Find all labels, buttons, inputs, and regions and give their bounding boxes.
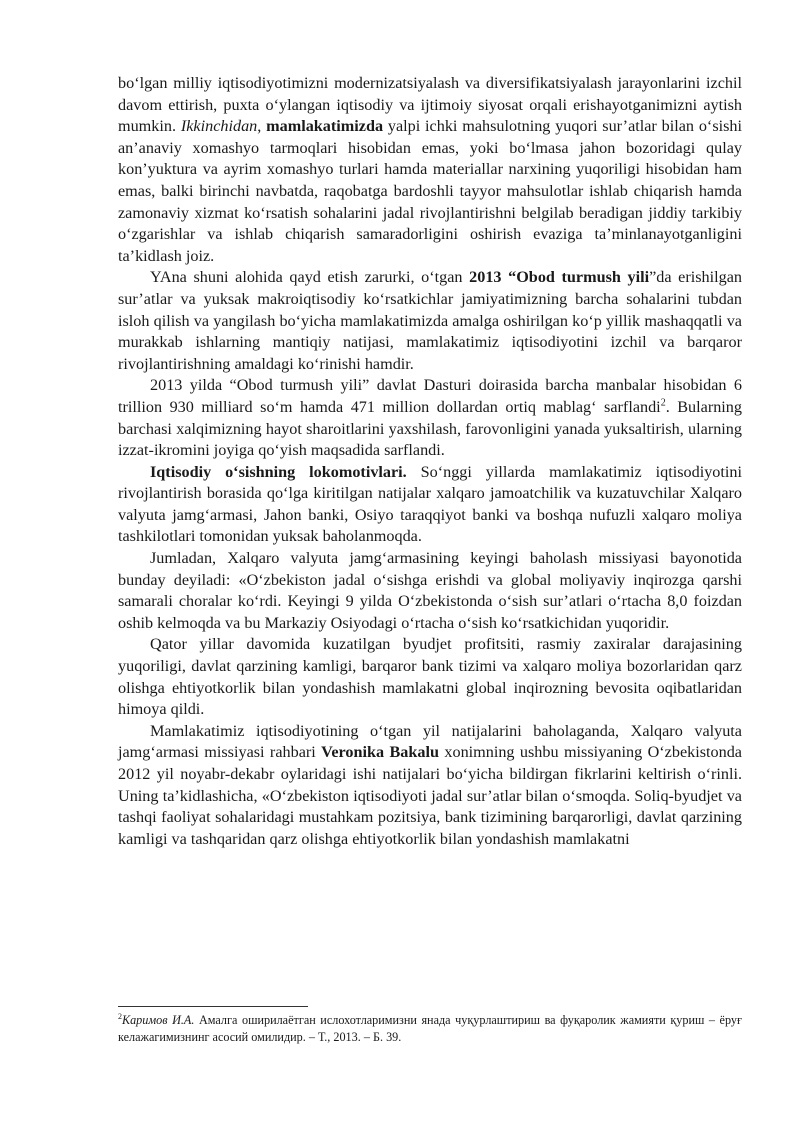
text-run: mamlakatimizda bbox=[266, 117, 384, 136]
text-run: Qator yillar davomida kuzatilgan byudjet profitsiti, rasmiy zaxiralar darajasining yuqoriligi, davlat qarzining kamligi, barqaror bank tizimi va xalqaro moliya bozorlaridan qarz olishga ehtiyotkorlik bilan yondashish mamlakatni global inqirozning bevosita oqibatlaridan himoya qildi. bbox=[118, 635, 742, 719]
text-run: bo‘lgan milliy iqtisodiyotimizni modernizatsiyalash va diversifikatsiyalash jarayonlarini izchil davom ettirish, puxta o‘ylangan iqtisodiy va ijtimoiy siyosat orqali erishayotganimizni aytish mumkin. bbox=[118, 74, 742, 136]
text-run: Ikkinchidan bbox=[180, 117, 258, 136]
footnote-ref: 2 bbox=[660, 397, 666, 409]
footnote-separator bbox=[118, 1006, 308, 1007]
text-run: Iqtisodiy o‘sishning lokomotivlari. bbox=[150, 462, 407, 481]
paragraph bbox=[118, 73, 742, 267]
text-run: Амалга оширилаётган ислохотларимизни янада чуқурлаштириш ва фуқаролик жамияти қуриш – ёруғ келажагимизнинг асосий омилидир. – Т., 2013. – Б. 39. bbox=[118, 1013, 742, 1044]
text-run: yalpi ichki mahsulotning yuqori sur’atlar bilan o‘sishi an’anaviy xomashyo tarmoqlari hisobidan emas, yoki bo‘lmasa jahon bozoridagi qulay kon’yuktura va ayrim xomashyo turlari hamda materiallar narxining yuqoriligi hisobidan ham emas, balki birinchi navbatda, raqobatga bardoshli tayyor mahsulotlar ishlab chiqarish hamda zamonaviy xizmat ko‘rsatish sohalarini jadal rivojlantirishni belgilab beradigan jiddiy tarkibiy o‘zgarishlar va ishlab chiqarish samaradorligini oshirish evaziga ta’minlanayotganligini ta’kidlash joiz. bbox=[118, 117, 743, 265]
paragraph bbox=[118, 267, 742, 375]
text-run: Jumladan, Xalqaro valyuta jamg‘armasining keyingi baholash missiyasi bayonotida bunday deyiladi: «O‘zbekiston jadal o‘sishga erishdi va global moliyaviy inqirozga qarshi samarali choralar ko‘rdi. Keyingi 9 yilda O‘zbekistonda o‘sish sur’atlari o‘rtacha 8,0 foizdan oshib kelmoqda va bu Markaziy Osiyodagi o‘rtacha o‘sish ko‘rsatkichidan yuqoridir. bbox=[118, 549, 742, 632]
paragraph bbox=[118, 634, 742, 720]
text-run: Mamlakatimiz iqtisodiyotining o‘tgan yil natijalarini baholaganda, Xalqaro valyuta jamg‘armasi missiyasi rahbari bbox=[118, 721, 742, 762]
paragraph bbox=[118, 721, 742, 851]
text-run: Каримов И.А. bbox=[122, 1013, 195, 1027]
text-run: xonimning ushbu missiyaning O‘zbekistonda 2012 yil noyabr-dekabr oylaridagi ishi natijalari bo‘yicha bildirgan fikrlarini keltirish o‘rinli. Uning ta’kidlashicha, «O‘zbekiston iqtisodiyoti jadal sur’atlar bilan o‘smoqda. Soliq-byudjet va tashqi faoliyat sohalaridagi mustahkam pozitsiya, bank tizimining barqarorligi, davlat qarzining kamligi va tashqaridan qarz olishga ehtiyotkorlik bilan yondashish mamlakatni bbox=[118, 743, 742, 848]
text-run: 2013 yilda “Obod turmush yili” davlat Dasturi doirasida barcha manbalar hisobidan 6 trillion 930 milliard so‘m hamda 471 million dollardan ortiq mablag‘ sarflandi bbox=[118, 376, 742, 416]
text-run: YAna shuni alohida qayd etish zarurki, o‘tgan bbox=[150, 268, 470, 287]
text-run: ”da erishilgan sur’atlar va yuksak makroiqtisodiy ko‘rsatkichlar jamiyatimizning barcha sohalarini tubdan isloh qilish va yangilash bo‘yicha mamlakatimizda amalga oshirilgan ko‘p yillik mashaqqatli va murakkab ishlarning mantiqiy natijasi, mamlakatimiz iqtisodiyotini izchil va barqaror rivojlantirishning amaldagi ko‘rinishi hamdir. bbox=[118, 268, 742, 373]
text-run: . Bularning barchasi xalqimizning hayot sharoitlarini yaxshilash, farovonligini yanada yuksaltirish, ularning izzat-ikromini joyiga qo‘yish maqsadida sarflandi. bbox=[118, 397, 742, 460]
paragraph bbox=[118, 375, 742, 461]
footnote-ref: 2 bbox=[118, 1011, 122, 1021]
page-body bbox=[118, 73, 742, 850]
text-run: , bbox=[257, 117, 267, 136]
paragraph bbox=[118, 548, 742, 634]
text-run: Veronika Bakalu bbox=[321, 743, 439, 762]
text-run: 2013 “Obod turmush yili bbox=[469, 268, 650, 287]
paragraph bbox=[118, 462, 742, 548]
footnote bbox=[118, 1012, 742, 1046]
text-run: So‘nggi yillarda mamlakatimiz iqtisodiyotini rivojlantirish borasida qo‘lga kiritilgan natijalar xalqaro jamoatchilik va kuzatuvchilar Xalqaro valyuta jamg‘armasi, Jahon banki, Osiyo taraqqiyot banki va boshqa nufuzli xalqaro moliya tashkilotlari tomonidan yuksak baholanmoqda. bbox=[118, 462, 742, 546]
